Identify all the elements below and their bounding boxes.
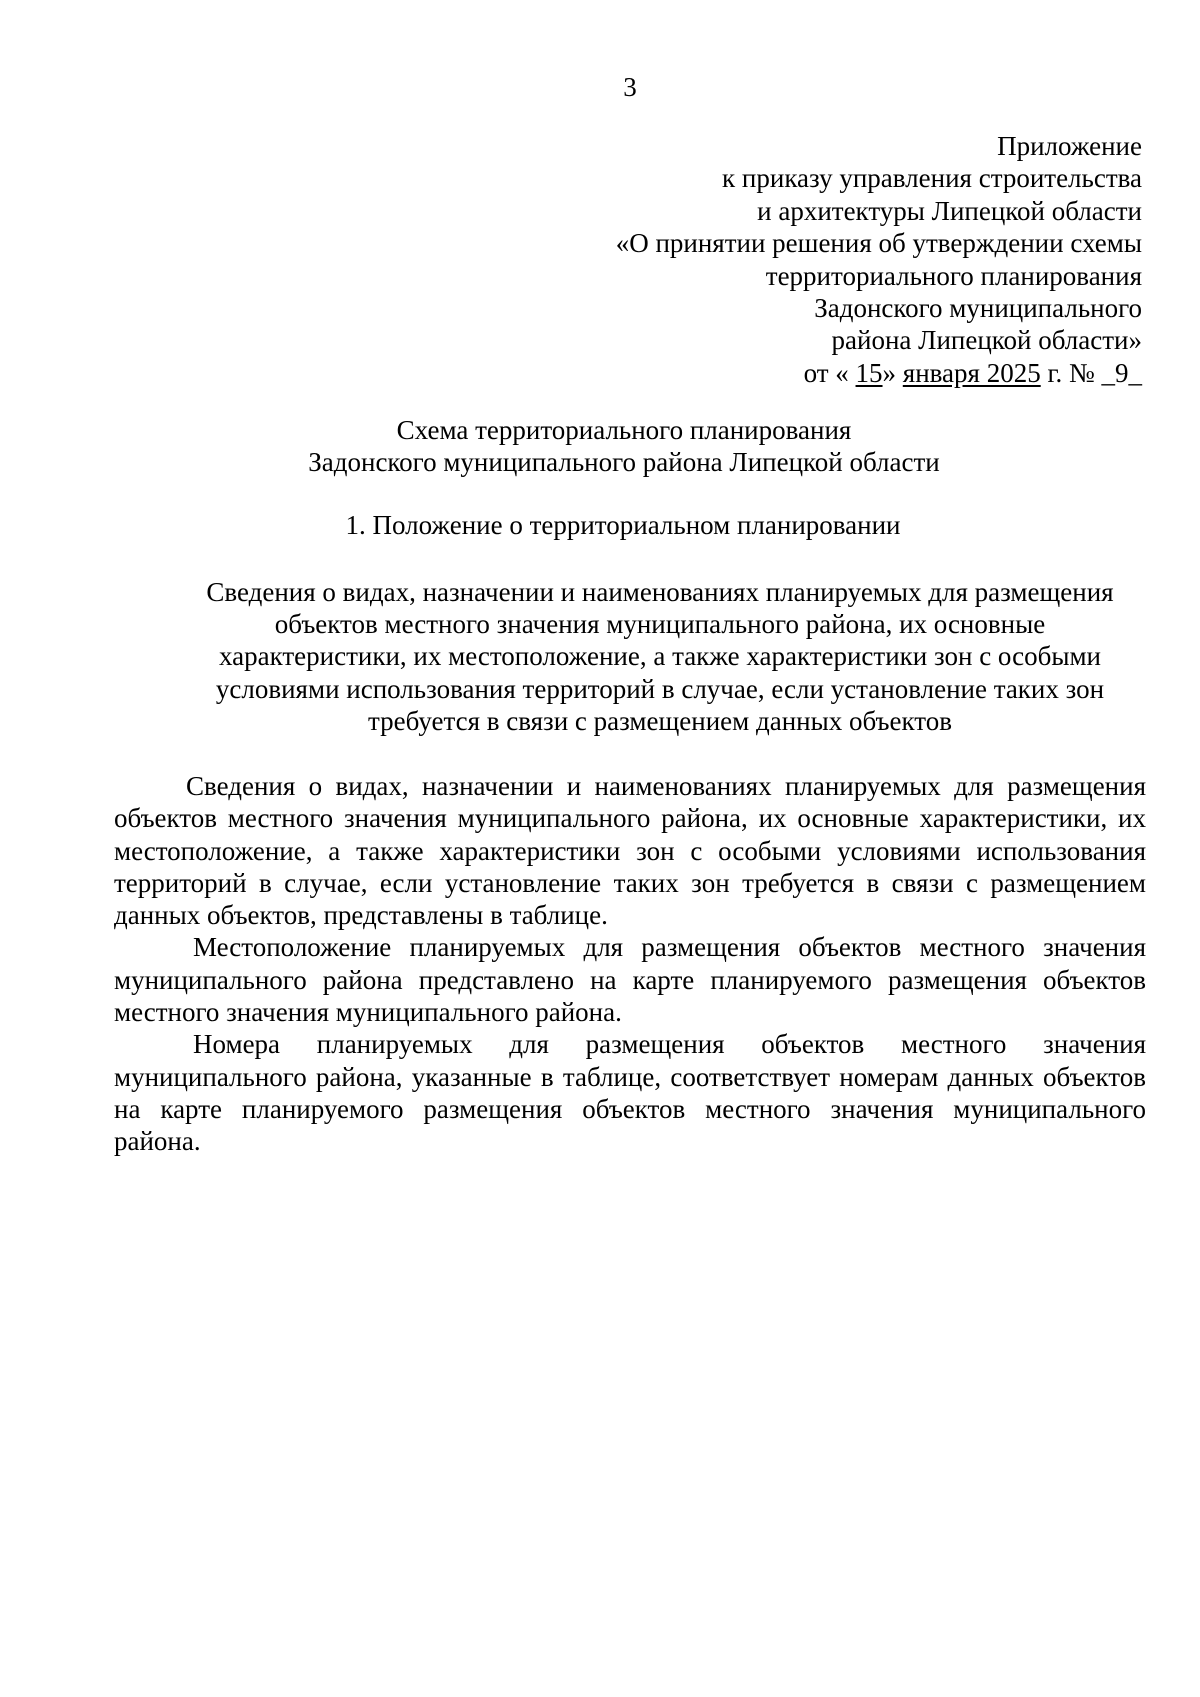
info-heading-line: условиями использования территорий в случае, если установление таких зон <box>215 673 1105 704</box>
page-number: 3 <box>623 72 637 102</box>
appendix-date-line <box>442 357 1142 389</box>
appendix-line: района Липецкой области» <box>831 325 1142 356</box>
date-month-year: января 2025 <box>902 357 1041 388</box>
appendix-line: территориального планирования <box>765 260 1142 291</box>
paragraph: Местоположение планируемых для размещения объектов местного значения муниципального района представлено на карте планируемого размещения объектов местного значения муниципального района. <box>114 932 1146 1028</box>
info-heading-line: Сведения о видах, назначении и наименованиях планируемых для размещения <box>206 577 1114 607</box>
scheme-title <box>0 414 1200 479</box>
appendix-line: и архитектуры Липецкой области <box>757 195 1142 226</box>
info-heading-line: объектов местного значения муниципального района, их основные <box>274 609 1046 640</box>
body-text <box>114 770 1146 1158</box>
date-day: 15 <box>855 357 883 388</box>
appendix-block <box>442 130 1142 389</box>
scheme-title-line: Задонского муниципального района Липецкой области <box>308 447 940 478</box>
order-number: _9_ <box>1101 357 1142 388</box>
appendix-title: Приложение <box>997 131 1142 161</box>
appendix-line: к приказу управления строительства <box>722 163 1142 194</box>
paragraph: Сведения о видах, назначении и наименованиях планируемых для размещения объектов местного значения муниципального района, их основные характеристики, их местоположение, а также характеристики зон с особыми условиями использования территорий в случае, если установление таких зон требуется в связи с размещением данных объектов, представлены в таблице. <box>114 771 1146 931</box>
appendix-line: «О принятии решения об утверждении схемы <box>615 228 1142 259</box>
date-prefix: от « <box>803 357 856 388</box>
appendix-line: Задонского муниципального <box>814 293 1142 324</box>
date-mid: » <box>882 357 903 388</box>
info-heading <box>180 576 1140 737</box>
section-title: 1. Положение о территориальном планировании <box>345 510 901 540</box>
info-heading-line: требуется в связи с размещением данных объектов <box>368 705 952 736</box>
paragraph: Номера планируемых для размещения объектов местного значения муниципального района, указанные в таблице, соответствует номерам данных объектов на карте планируемого размещения объектов местного значения муниципального района. <box>114 1029 1146 1157</box>
date-suffix: г. № <box>1040 357 1102 388</box>
scheme-title-line: Схема территориального планирования <box>396 415 852 445</box>
info-heading-line: характеристики, их местоположение, а также характеристики зон с особыми <box>219 641 1101 672</box>
